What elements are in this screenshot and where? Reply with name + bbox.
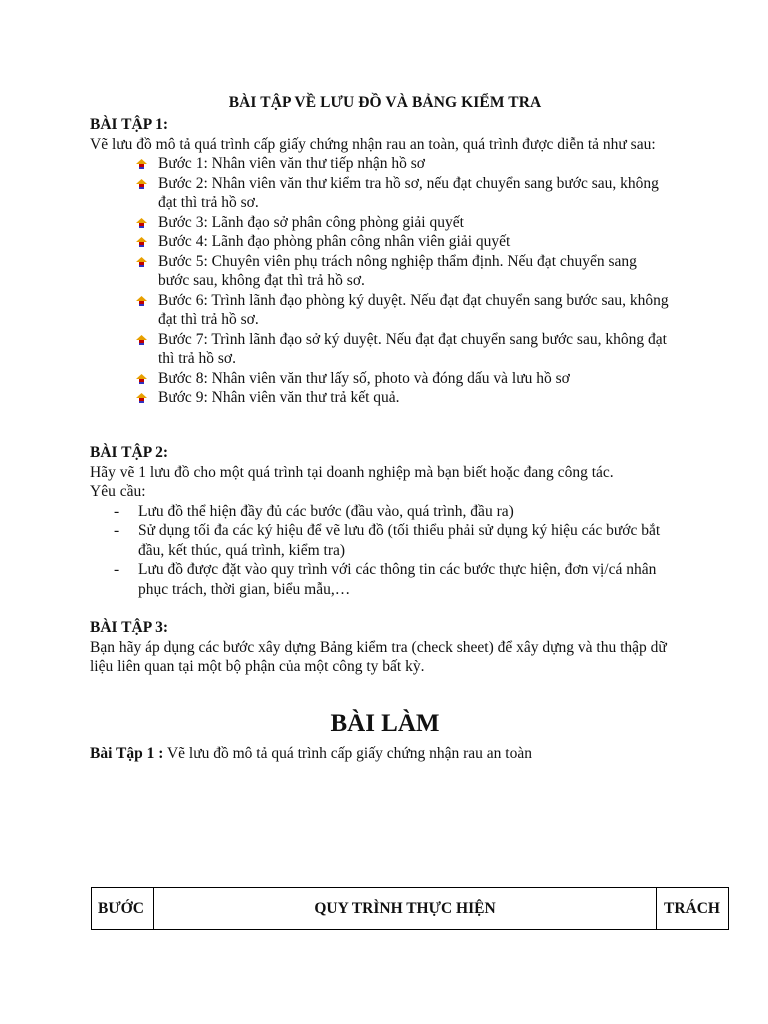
arrow-bullet-icon bbox=[136, 374, 147, 384]
answer-exercise-1-text: Vẽ lưu đồ mô tả quá trình cấp giấy chứng nhận rau an toàn bbox=[163, 745, 532, 762]
exercise-2-heading: BÀI TẬP 2: bbox=[90, 444, 169, 461]
dash-bullet-icon: - bbox=[114, 522, 120, 539]
exercise-2 bbox=[90, 443, 690, 599]
arrow-bullet-icon bbox=[136, 237, 147, 247]
list-item: Bước 1: Nhân viên văn thư tiếp nhận hồ sơ bbox=[90, 154, 672, 174]
exercise-2-requirements-label: Yêu cầu: bbox=[90, 483, 146, 500]
exercise-2-intro: Hãy vẽ 1 lưu đồ cho một quá trình tại doanh nghiệp mà bạn biết hoặc đang công tác. bbox=[90, 463, 614, 481]
arrow-bullet-icon bbox=[136, 296, 147, 306]
list-item: - Lưu đồ thể hiện đầy đủ các bước (đầu vào, quá trình, đầu ra) bbox=[114, 502, 514, 520]
exercise-3 bbox=[90, 618, 690, 677]
list-item: Bước 4: Lãnh đạo phòng phân công nhân viên giải quyết bbox=[90, 232, 672, 252]
arrow-bullet-icon bbox=[136, 257, 147, 267]
document-title: BÀI TẬP VỀ LƯU ĐỒ VÀ BẢNG KIỂM TRA bbox=[228, 94, 542, 111]
table-header-process: QUY TRÌNH THỰC HIỆN bbox=[154, 888, 657, 929]
exercise-3-heading: BÀI TẬP 3: bbox=[90, 619, 169, 636]
arrow-bullet-icon bbox=[136, 393, 147, 403]
answer-exercise-1 bbox=[90, 744, 690, 764]
arrow-bullet-icon bbox=[136, 179, 147, 189]
arrow-bullet-icon bbox=[136, 159, 147, 169]
exercise-3-text: Bạn hãy áp dụng các bước xây dựng Bảng kiểm tra (check sheet) để xây dựng và thu thập dữ liệu liên quan tại một bộ phận của một công ty bất kỳ. bbox=[90, 638, 667, 675]
list-item: - Lưu đồ được đặt vào quy trình với các thông tin các bước thực hiện, đơn vị/cá nhân phục trách, thời gian, biểu mẫu,… bbox=[114, 561, 657, 598]
arrow-bullet-icon bbox=[136, 335, 147, 345]
exercise-2-requirements bbox=[90, 502, 670, 600]
list-item: - Sử dụng tối đa các ký hiệu để vẽ lưu đồ (tối thiểu phải sử dụng ký hiệu các bước bắt đầu, kết thúc, quá trình, kiểm tra) bbox=[114, 522, 661, 559]
list-item: Bước 3: Lãnh đạo sở phân công phòng giải quyết bbox=[90, 213, 672, 233]
list-item: Bước 5: Chuyên viên phụ trách nông nghiệp thẩm định. Nếu đạt chuyển sang bước sau, không đạt thì trả hồ sơ. bbox=[90, 252, 672, 291]
list-item: Bước 7: Trình lãnh đạo sở ký duyệt. Nếu đạt đạt chuyển sang bước sau, không đạt thì trả hồ sơ. bbox=[90, 330, 672, 369]
dash-bullet-icon: - bbox=[114, 561, 120, 578]
exercise-1 bbox=[90, 115, 690, 408]
arrow-bullet-icon bbox=[136, 218, 147, 228]
list-item: Bước 9: Nhân viên văn thư trả kết quả. bbox=[90, 388, 672, 408]
list-item: Bước 8: Nhân viên văn thư lấy số, photo và đóng dấu và lưu hồ sơ bbox=[90, 369, 672, 389]
process-table bbox=[91, 887, 729, 930]
exercise-1-steps bbox=[90, 154, 672, 408]
table-header-step: BƯỚC bbox=[92, 888, 154, 929]
exercise-1-heading: BÀI TẬP 1: bbox=[90, 116, 169, 133]
list-item: Bước 2: Nhân viên văn thư kiểm tra hồ sơ, nếu đạt chuyển sang bước sau, không đạt thì trả hồ sơ. bbox=[90, 174, 672, 213]
list-item: Bước 6: Trình lãnh đạo phòng ký duyệt. Nếu đạt đạt chuyển sang bước sau, không đạt thì trả hồ sơ. bbox=[90, 291, 672, 330]
table-header-responsibility: TRÁCH bbox=[664, 899, 720, 917]
dash-bullet-icon: - bbox=[114, 502, 120, 520]
answer-exercise-1-label: Bài Tập 1 : bbox=[90, 745, 164, 762]
exercise-1-intro: Vẽ lưu đồ mô tả quá trình cấp giấy chứng nhận rau an toàn, quá trình được diễn tả như sau: bbox=[90, 135, 656, 153]
answer-title: BÀI LÀM bbox=[330, 710, 440, 737]
